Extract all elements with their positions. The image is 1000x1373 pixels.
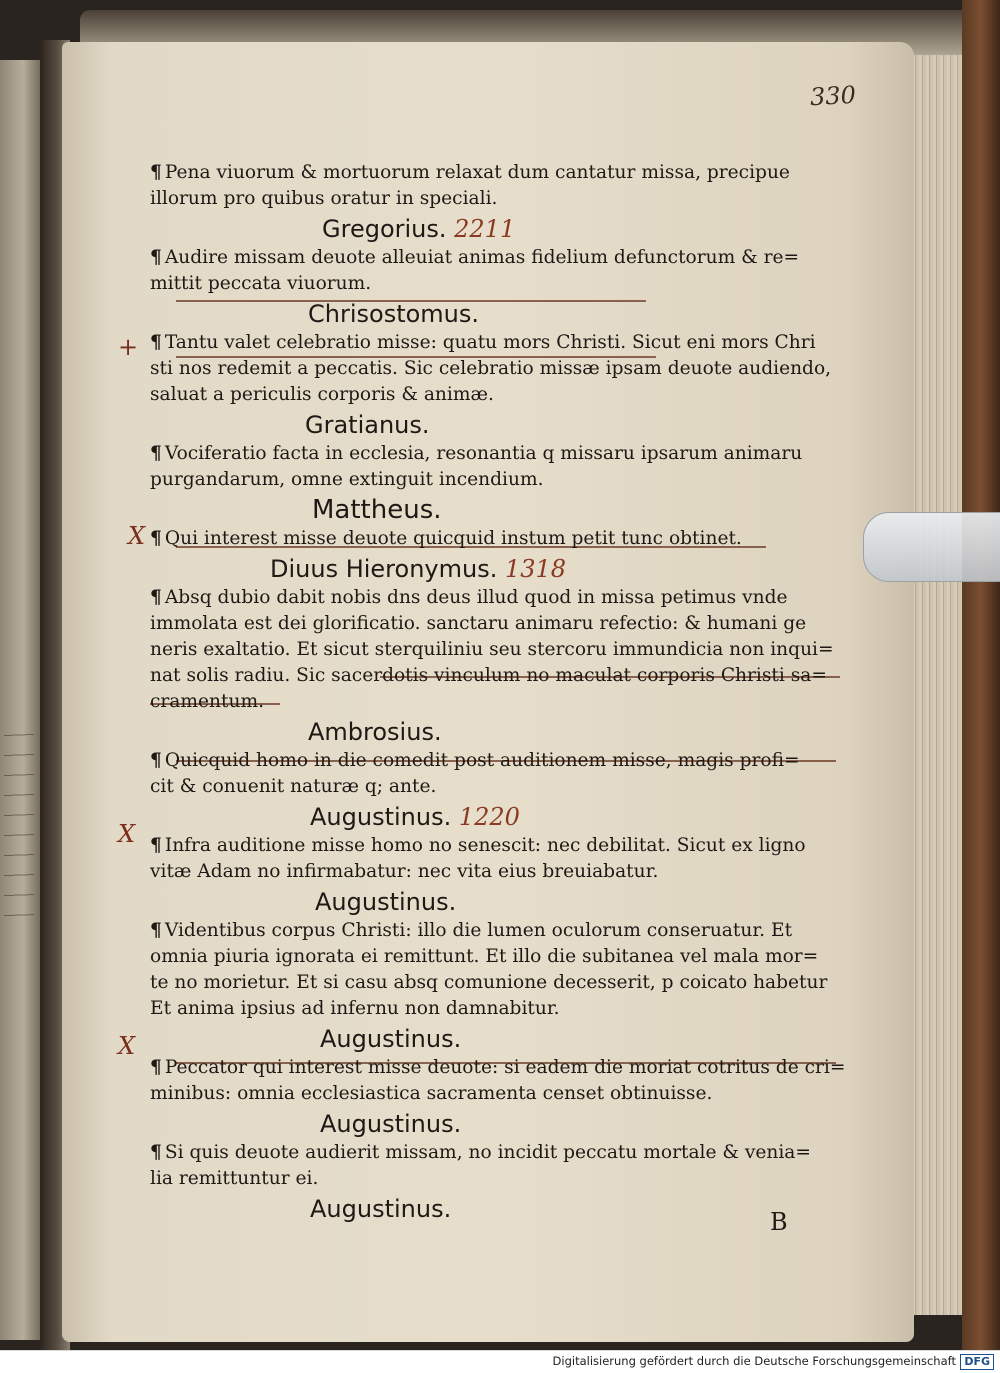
paragraph-9 [150,918,850,1022]
paragraph-1 [150,160,850,212]
paragraph-6 [150,585,850,715]
text-line: cramentum. [150,691,264,712]
line-text: Qui interest misse deuote quicquid instum petit tunc obtinet. [164,528,742,549]
text-line [150,585,850,611]
text-line: minibus: omnia ecclesiastica sacramenta censet obtinuisse. [150,1083,713,1104]
margin-x-mark: X [128,522,146,550]
text-line: nat solis radiu. Sic sacerdotis vinculum no maculat corporis Christi sa= [150,665,827,686]
pilcrow-icon: ¶ [150,1057,162,1078]
line-text: Pena viuorum & mortuorum relaxat dum cantatur missa, precipue [164,162,790,183]
footer-bar [0,1350,1000,1373]
margin-x-mark: X [118,1032,136,1060]
page-holder-clip [863,512,1000,582]
text-line [150,441,850,467]
heading-augustinus: Augustinus. [320,1025,462,1053]
text-line: sti nos redemit a peccatis. Sic celebratio missæ ipsam deuote audiendo, [150,358,832,379]
signature-mark: B [770,1208,788,1236]
pilcrow-icon: ¶ [150,920,162,941]
text-line [150,748,850,774]
heading-gratianus: Gratianus. [305,411,430,439]
pilcrow-icon: ¶ [150,162,162,183]
text-line [150,245,850,271]
heading-chrisostomus: Chrisostomus. [308,300,480,328]
text-line [150,526,850,552]
heading-gregorius [322,214,850,244]
paragraph-3 [150,330,850,408]
heading-augustinus: Augustinus. [315,888,457,916]
text-line: illorum pro quibus oratur in speciali. [150,188,498,209]
pilcrow-icon: ¶ [150,750,162,771]
dfg-logo: DFG [960,1354,994,1370]
text-line: te no morietur. Et si casu absq comunione decesserit, p coicato habetur [150,972,828,993]
paragraph-4 [150,441,850,493]
handwritten-note: 2211 [454,215,516,243]
heading-augustinus: Augustinus. [310,1195,452,1223]
heading-text: Augustinus. [310,803,452,831]
text-line: Et anima ipsius ad infernu non damnabitur. [150,998,560,1019]
handwritten-note: 1318 [504,555,567,583]
heading-hieronymus [270,554,850,584]
text-line: purgandarum, omne extinguit incendium. [150,469,544,490]
left-page-edge [0,60,42,1340]
line-text: Videntibus corpus Christi: illo die lumen oculorum conseruatur. Et [164,920,793,941]
pilcrow-icon: ¶ [150,247,162,268]
text-line [150,1140,850,1166]
folio-number: 330 [809,80,857,112]
line-text: Vociferatio facta in ecclesia, resonantia q missaru ipsarum animaru [164,443,803,464]
book-cover-board [962,0,1000,1350]
paragraph-2 [150,245,850,297]
margin-cross-mark: + [118,333,139,361]
text-line: mittit peccata viuorum. [150,273,372,294]
paragraph-10 [150,1055,850,1107]
heading-augustinus [310,802,850,832]
heading-text: Gregorius. [322,215,447,243]
pilcrow-icon: ¶ [150,443,162,464]
line-text: Tantu valet celebratio misse: quatu mors Christi. Sicut eni mors Chri [164,332,816,353]
text-line: omnia piuria ignorata ei remittunt. Et illo die subitanea vel mala mor= [150,946,819,967]
heading-ambrosius: Ambrosius. [308,718,442,746]
pilcrow-icon: ¶ [150,528,162,549]
text-line [150,1055,850,1081]
line-text: Si quis deuote audierit missam, no incidit peccatu mortale & venia= [164,1142,811,1163]
text-line: saluat a periculis corporis & animæ. [150,384,494,405]
text-line [150,833,850,859]
text-line [150,160,850,186]
paragraph-11 [150,1140,850,1192]
line-text: Absq dubio dabit nobis dns deus illud quod in missa petimus vnde [164,587,788,608]
handwritten-note: 1220 [458,803,520,831]
pilcrow-icon: ¶ [150,332,162,353]
page-text [150,160,850,1225]
text-line: neris exaltatio. Et sicut sterquiliniu seu stercoru immundicia non inqui= [150,639,834,660]
text-line: cit & conuenit naturæ q; ante. [150,776,437,797]
margin-x-mark: X [118,820,136,848]
heading-text: Diuus Hieronymus. [270,555,498,583]
pilcrow-icon: ¶ [150,835,162,856]
line-text: Audire missam deuote alleuiat animas fidelium defunctorum & re= [164,247,800,268]
text-line [150,330,850,356]
pilcrow-icon: ¶ [150,587,162,608]
funding-credit: Digitalisierung gefördert durch die Deutsche Forschungsgemeinschaft [552,1354,956,1368]
text-line: lia remittuntur ei. [150,1168,319,1189]
heading-augustinus: Augustinus. [320,1110,462,1138]
line-text: Quicquid homo in die comedit post auditionem misse, magis profi= [164,750,800,771]
paragraph-7 [150,748,850,800]
paragraph-8 [150,833,850,885]
left-page-handwriting [4,725,34,925]
paragraph-5 [150,526,850,552]
text-line [150,918,850,944]
line-text: Peccator qui interest misse deuote: si eadem die moriat cotritus de cri= [164,1057,846,1078]
line-text: Infra auditione misse homo no senescit: nec debilitat. Sicut ex ligno [164,835,806,856]
text-line: vitæ Adam no infirmabatur: nec vita eius breuiabatur. [150,861,659,882]
text-line: immolata est dei glorificatio. sanctaru animaru refectio: & humani ge [150,613,807,634]
pilcrow-icon: ¶ [150,1142,162,1163]
heading-mattheus: Mattheus. [312,495,442,525]
